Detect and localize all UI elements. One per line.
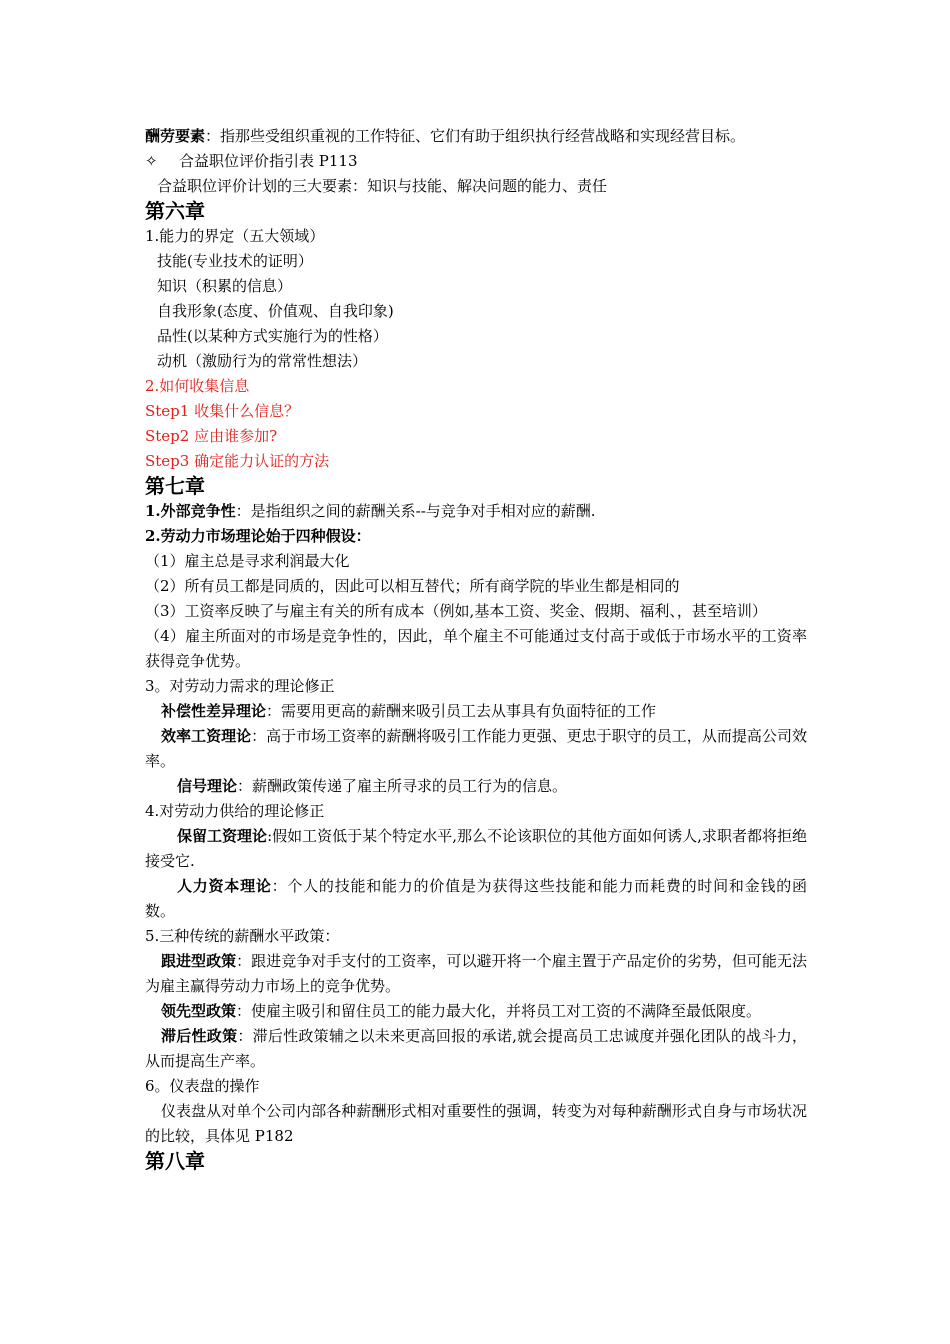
paragraph: 合益职位评价计划的三大要素：知识与技能、解决问题的能力、责任: [157, 177, 608, 195]
term-text: ：是指组织之间的薪酬关系--与竞争对手相对应的薪酬.: [235, 502, 596, 520]
term-text: ：个人的技能和能力的价值是为获得这些技能和能力而耗费的时间和金钱的函数。: [145, 877, 807, 920]
list-item: 4.对劳动力供给的理论修正: [145, 802, 325, 820]
term-text: ：指那些受组织重视的工作特征、它们有助于组织执行经营战略和实现经营目标。: [205, 127, 746, 145]
paragraph: [145, 1024, 807, 1074]
term-label: 跟进型政策: [161, 952, 237, 970]
term-label: 信号理论: [177, 777, 238, 795]
list-item: Step3 确定能力认证的方法: [145, 452, 330, 470]
list-item: Step2 应由谁参加?: [145, 427, 278, 445]
paragraph: [145, 999, 807, 1024]
paragraph: 2.劳动力市场理论始于四种假设：: [145, 527, 371, 545]
paragraph: [145, 124, 807, 149]
term-label: 1.外部竞争性: [145, 502, 236, 520]
list-item: （1）雇主总是寻求利润最大化: [145, 552, 350, 570]
term-label: 酬劳要素: [145, 127, 206, 145]
term-label: 补偿性差异理论: [161, 702, 267, 720]
term-label: 人力资本理论: [177, 877, 272, 895]
list-item: 知识（积累的信息）: [157, 277, 293, 295]
term-text: :假如工资低于某个特定水平,那么不论该职位的其他方面如何诱人,求职者都将拒绝接受它.: [145, 827, 807, 870]
bullet-line: [145, 149, 807, 174]
list-item: （3）工资率反映了与雇主有关的所有成本（例如,基本工资、奖金、假期、福利、，甚至培训）: [145, 602, 767, 620]
term-text: ：需要用更高的薪酬来吸引员工去从事具有负面特征的工作: [266, 702, 657, 720]
document-page: [145, 124, 807, 1174]
list-item: 3。对劳动力需求的理论修正: [145, 677, 335, 695]
term-text: ：使雇主吸引和留住员工的能力最大化，并将员工对工资的不满降至最低限度。: [236, 1002, 762, 1020]
paragraph: [145, 874, 807, 924]
chapter-heading: 第六章: [145, 199, 205, 223]
chapter-heading: 第七章: [145, 474, 205, 498]
term-text: ：跟进竞争对手支付的工资率，可以避开将一个雇主置于产品定价的劣势，但可能无法为雇主赢得劳动力市场上的竞争优势。: [145, 952, 807, 995]
diamond-bullet-icon: ✧: [145, 152, 158, 170]
list-item: Step1 收集什么信息？: [145, 402, 300, 420]
list-item: 6。仪表盘的操作: [145, 1077, 260, 1095]
paragraph: [145, 699, 807, 724]
term-text: ：高于市场工资率的薪酬将吸引工作能力更强、更忠于职守的员工，从而提高公司效率。: [145, 727, 807, 770]
term-label: 领先型政策: [161, 1002, 237, 1020]
paragraph: [145, 949, 807, 999]
term-text: ：滞后性政策辅之以未来更高回报的承诺,就会提高员工忠诚度并强化团队的战斗力，从而提高生产率。: [145, 1027, 807, 1070]
paragraph: [145, 724, 807, 774]
chapter-heading: 第八章: [145, 1149, 205, 1173]
list-item: 技能(专业技术的证明）: [157, 252, 313, 270]
bullet-text: 合益职位评价指引表 P113: [179, 152, 358, 170]
paragraph: [145, 824, 807, 874]
paragraph: 仪表盘从对单个公司内部各种薪酬形式相对重要性的强调，转变为对每种薪酬形式自身与市场状况的比较，具体见 P182: [145, 1102, 807, 1145]
list-item: 自我形象(态度、价值观、自我印象): [157, 302, 394, 320]
list-item: 5.三种传统的薪酬水平政策：: [145, 927, 340, 945]
term-label: 效率工资理论: [161, 727, 252, 745]
term-label: 保留工资理论: [177, 827, 268, 845]
list-item: 品性(以某种方式实施行为的性格）: [157, 327, 388, 345]
term-text: ：薪酬政策传递了雇主所寻求的员工行为的信息。: [237, 777, 568, 795]
term-label: 滞后性政策: [161, 1027, 238, 1045]
list-item: 2.如何收集信息: [145, 377, 250, 395]
list-item: 1.能力的界定（五大领域）: [145, 227, 325, 245]
list-item: （4）雇主所面对的市场是竞争性的，因此，单个雇主不可能通过支付高于或低于市场水平的工资率获得竞争优势。: [145, 627, 807, 670]
paragraph: [145, 774, 807, 799]
paragraph: [145, 499, 807, 524]
list-item: 动机（激励行为的常常性想法）: [157, 352, 368, 370]
list-item: （2）所有员工都是同质的，因此可以相互替代；所有商学院的毕业生都是相同的: [145, 577, 680, 595]
